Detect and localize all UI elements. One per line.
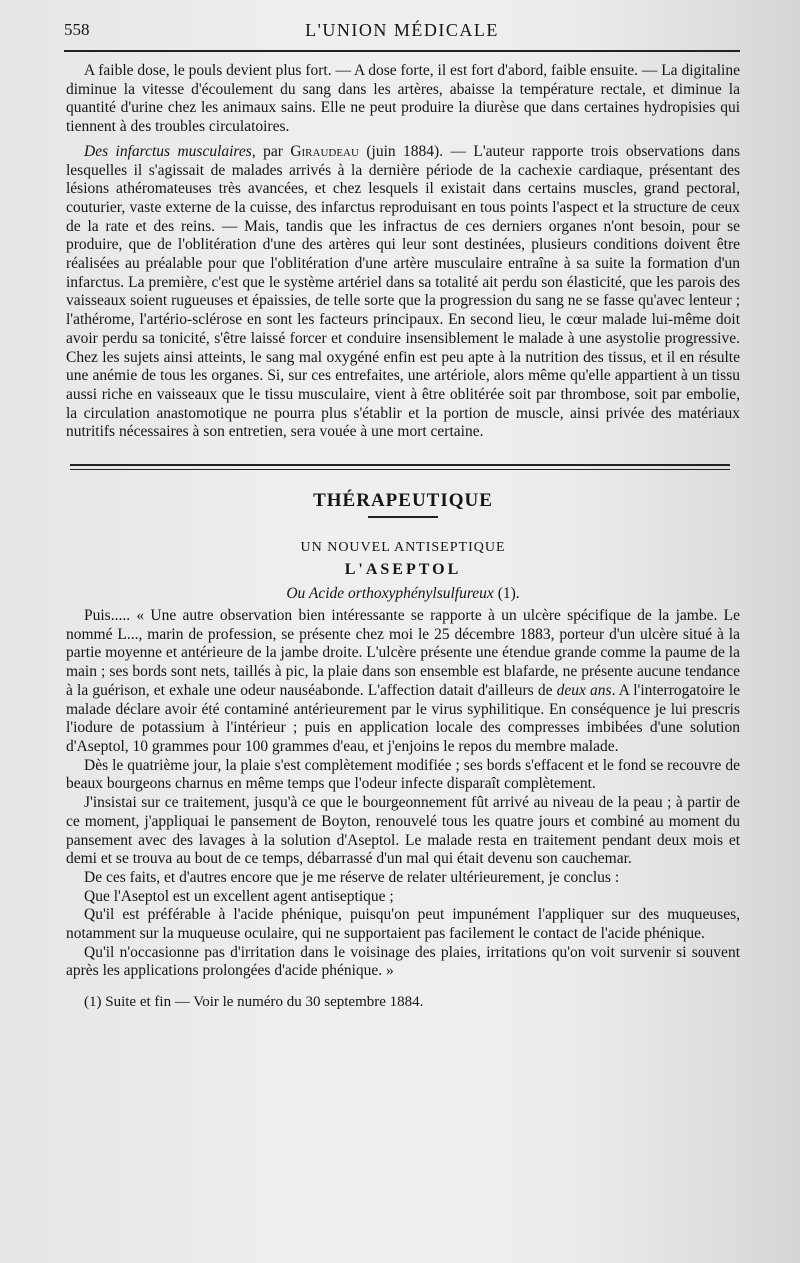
infarctus-by: , par bbox=[251, 142, 291, 160]
section-title: THÉRAPEUTIQUE bbox=[313, 490, 493, 512]
article-paragraph-1-part-a: Puis..... « Une autre observation bien intéressante se rapporte à un ulcère spécifique de la jambe. Le nommé L..., marin de profession, se présente chez moi le 25 décembre 1883, porteur d'un ulcère situé à la partie moyenne et antérieure de la jambe droite. L'ulcère présente une étendue grande comme la paume de la main ; ses bords sont nets, taillés à pic, la plaie dans son ensemble est blafarde, ne présente aucune tendance à la guérison, et exhale une odeur nauséabonde. L'affection datait d'ailleurs de bbox=[66, 607, 740, 699]
article-paragraph-2: Dès le quatrième jour, la plaie s'est complètement modifiée ; ses bords s'effacent et le fond se recouvre de beaux bourgeons charnus en même temps que l'odeur infecte disparaît complètement. bbox=[66, 756, 740, 793]
infarctus-text: — L'auteur rapporte trois observations dans lesquelles il s'agissait de malades arrivés à la dernière période de la cachexie cardiaque, présentant des lésions athéromateuses très avancées, et chez lesquels il existait dans certains muscles, grand pectoral, couturier, vaste externe de la cuisse, des infarctus reproduisant en tous points l'aspect et la structure de ceux de la rate et des reins. — Mais, tandis que les infractus de ces derniers organes n'ont besoin, pour se produire, que de l'oblitération d'une des artères qui leur sont destinées, plusieurs conditions doivent être réalisées au préalable pour que l'oblitération d'une artère musculaire entraîne à sa suite la formation d'un infarctus. La première, c'est que le système artériel dans sa totalité ait perdu son élasticité, que les parois des vaisseaux soient rugueuses et épaissies, de telle sorte que la progression du sang ne se fasse qu'avec lenteur ; l'athérome, l'artério-sclérose en sont les facteurs principaux. En second lieu, le cœur malade lui-même doit avoir perdu sa tonicité, s'être laissé forcer et conduire insensiblement le malade à une asystolie progressive. Chez les sujets ainsi atteints, le sang mal oxygéné enfin est peu apte à la nutrition des tissus, et il en résulte une anémie de tous les organes. Si, sur ces entrefaites, une artériole, alors même qu'elle appartient à un tissu aussi riche en vaisseaux que le tissu musculaire, vient à être oblitérée soit par thrombose, soit par embolie, la circulation anastomotique ne pourra plus s'établir et la portion de muscle, ainsi privée des matériaux nutritifs nécessaires à son entretien, sera vouée à une mort certaine. bbox=[66, 142, 741, 441]
infarctus-paragraph bbox=[66, 143, 740, 442]
digitaline-paragraph: A faible dose, le pouls devient plus fort. — A dose forte, il est fort d'abord, faible ensuite. — La digitaline diminue la vitesse d'écoulement du sang dans les artères, abaisse la température rectale, et diminue la quantité d'urine chez les animaux sains. Elle ne peut produire la diurèse que dans certaines hydropisies qui tiennent à des troubles circulatoires. bbox=[66, 62, 740, 136]
article-paragraph-3: J'insistai sur ce traitement, jusqu'à ce que le bourgeonnement fût arrivé au niveau de la peau ; à partir de ce moment, j'appliquai le pansement de Boyton, renouvelé tous les quatre jours et combiné au moment du pansement avec des lavages à la solution d'Aseptol. Le malade resta en traitement pendant deux mois et demi et se trouva au bout de ce temps, débarrassé d'un mal qui était devenu son cauchemar. bbox=[66, 794, 740, 868]
footnote-reference: (1). bbox=[493, 585, 520, 603]
article-subtitle bbox=[66, 585, 740, 603]
page-body bbox=[66, 62, 740, 1012]
page-number: 558 bbox=[64, 20, 90, 39]
article-paragraph-1 bbox=[66, 607, 740, 757]
page-header bbox=[64, 14, 740, 44]
article-paragraph-4: De ces faits, et d'autres encore que je me réserve de relater ultérieurement, je conclus : bbox=[84, 868, 620, 886]
article-paragraph-6: Qu'il est préférable à l'acide phénique, puisqu'on peut impunément l'appliquer sur des muqueuses, notamment sur la muqueuse oculaire, qui ne supportaient pas facilement le contact de l'acide phénique. bbox=[66, 906, 740, 943]
article-title: L'ASEPTOL bbox=[344, 561, 462, 579]
article-kicker: UN NOUVEL ANTISEPTIQUE bbox=[300, 540, 506, 556]
footnote: (1) Suite et fin — Voir le numéro du 30 septembre 1884. bbox=[84, 994, 424, 1011]
infarctus-title: Des infarctus musculaires bbox=[84, 142, 252, 160]
infarctus-date: (juin 1884). bbox=[358, 142, 444, 160]
section-title-underline bbox=[368, 516, 438, 518]
article-paragraph-7: Qu'il n'occasionne pas d'irritation dans le voisinage des plaies, irritations qu'on voit survenir si souvent après les applications prolongées d'acide phénique. » bbox=[66, 943, 740, 980]
header-rule bbox=[64, 50, 740, 52]
article-paragraph-1-part-b: . A l'interrogatoire le malade déclare avoir été contaminé antérieurement par le virus syphilitique. En conséquence je lui prescris l'iodure de potassium à l'intérieur ; puis en application locale des compresses imbibées d'une solution d'Aseptol, 10 grammes pour 100 grammes d'eau, et j'enjoins le repos du membre malade. bbox=[66, 681, 741, 755]
infarctus-author: Giraudeau bbox=[290, 142, 359, 160]
section-divider bbox=[70, 464, 730, 470]
article-paragraph-1-emphasis: deux ans bbox=[556, 681, 612, 699]
article-paragraph-5: Que l'Aseptol est un excellent agent antiseptique ; bbox=[84, 887, 394, 905]
article-subtitle-text: Ou Acide orthoxyphénylsulfureux bbox=[286, 585, 494, 603]
journal-title: L'UNION MÉDICALE bbox=[305, 20, 499, 40]
